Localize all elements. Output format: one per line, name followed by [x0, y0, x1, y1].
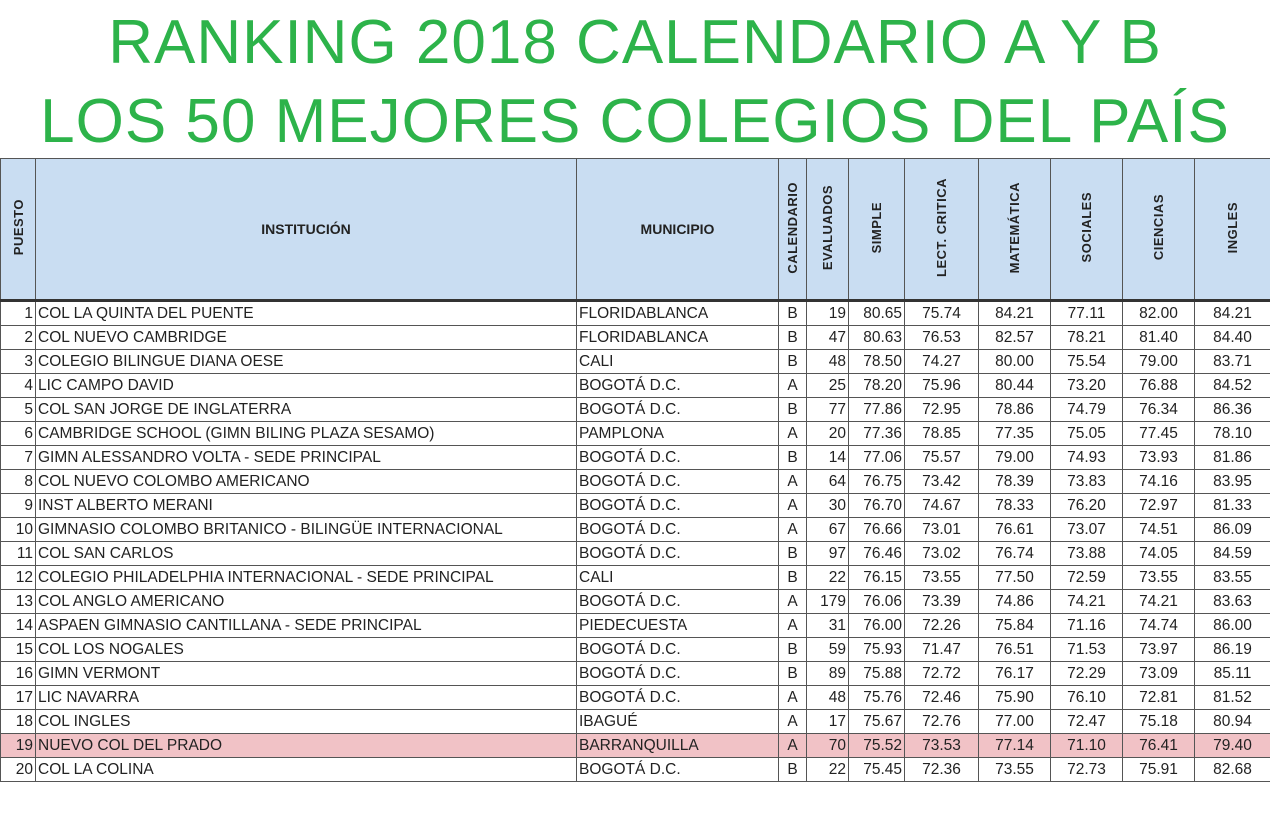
- cell-institucion: COL NUEVO COLOMBO AMERICANO: [36, 470, 577, 494]
- cell-ciencias: 75.18: [1123, 710, 1195, 734]
- cell-lect-critica: 71.47: [905, 638, 979, 662]
- cell-institucion: GIMN VERMONT: [36, 662, 577, 686]
- cell-puesto: 7: [1, 446, 36, 470]
- header-calendario: CALENDARIO: [779, 159, 807, 301]
- table-row: [1, 542, 1270, 566]
- cell-matematica: 76.74: [979, 542, 1051, 566]
- cell-evaluados: 14: [807, 446, 849, 470]
- cell-calendario: A: [779, 470, 807, 494]
- header-ingles: INGLES: [1195, 159, 1270, 301]
- table-row: [1, 326, 1270, 350]
- cell-municipio: IBAGUÉ: [577, 710, 779, 734]
- cell-puesto: 3: [1, 350, 36, 374]
- cell-calendario: B: [779, 398, 807, 422]
- cell-institucion: ASPAEN GIMNASIO CANTILLANA - SEDE PRINCIPAL: [36, 614, 577, 638]
- cell-municipio: BOGOTÁ D.C.: [577, 398, 779, 422]
- cell-puesto: 8: [1, 470, 36, 494]
- cell-evaluados: 20: [807, 422, 849, 446]
- cell-ciencias: 72.81: [1123, 686, 1195, 710]
- cell-ingles: 81.33: [1195, 494, 1270, 518]
- cell-institucion: COL SAN JORGE DE INGLATERRA: [36, 398, 577, 422]
- cell-evaluados: 48: [807, 686, 849, 710]
- cell-ciencias: 77.45: [1123, 422, 1195, 446]
- cell-municipio: PIEDECUESTA: [577, 614, 779, 638]
- cell-matematica: 77.35: [979, 422, 1051, 446]
- cell-ciencias: 74.51: [1123, 518, 1195, 542]
- cell-calendario: A: [779, 422, 807, 446]
- cell-evaluados: 30: [807, 494, 849, 518]
- table-row: [1, 590, 1270, 614]
- cell-ciencias: 81.40: [1123, 326, 1195, 350]
- table-row: [1, 518, 1270, 542]
- cell-lect-critica: 72.72: [905, 662, 979, 686]
- header-puesto: PUESTO: [1, 159, 36, 301]
- cell-simple: 76.00: [849, 614, 905, 638]
- cell-ingles: 85.11: [1195, 662, 1270, 686]
- cell-matematica: 73.55: [979, 758, 1051, 782]
- cell-matematica: 76.17: [979, 662, 1051, 686]
- cell-ingles: 84.52: [1195, 374, 1270, 398]
- cell-matematica: 77.50: [979, 566, 1051, 590]
- cell-calendario: A: [779, 494, 807, 518]
- cell-institucion: LIC NAVARRA: [36, 686, 577, 710]
- cell-ciencias: 73.09: [1123, 662, 1195, 686]
- cell-municipio: BOGOTÁ D.C.: [577, 494, 779, 518]
- table-row: [1, 758, 1270, 782]
- cell-evaluados: 48: [807, 350, 849, 374]
- cell-ingles: 82.68: [1195, 758, 1270, 782]
- cell-evaluados: 22: [807, 566, 849, 590]
- cell-institucion: NUEVO COL DEL PRADO: [36, 734, 577, 758]
- cell-lect-critica: 73.55: [905, 566, 979, 590]
- table-row: [1, 446, 1270, 470]
- cell-sociales: 75.05: [1051, 422, 1123, 446]
- cell-simple: 76.15: [849, 566, 905, 590]
- cell-matematica: 82.57: [979, 326, 1051, 350]
- cell-institucion: COLEGIO PHILADELPHIA INTERNACIONAL - SEDE PRINCIPAL: [36, 566, 577, 590]
- cell-ciencias: 79.00: [1123, 350, 1195, 374]
- cell-evaluados: 89: [807, 662, 849, 686]
- cell-matematica: 78.86: [979, 398, 1051, 422]
- cell-sociales: 73.88: [1051, 542, 1123, 566]
- cell-puesto: 12: [1, 566, 36, 590]
- cell-matematica: 77.14: [979, 734, 1051, 758]
- cell-sociales: 71.10: [1051, 734, 1123, 758]
- cell-ciencias: 74.16: [1123, 470, 1195, 494]
- header-simple: SIMPLE: [849, 159, 905, 301]
- cell-lect-critica: 73.53: [905, 734, 979, 758]
- cell-lect-critica: 72.46: [905, 686, 979, 710]
- cell-simple: 75.88: [849, 662, 905, 686]
- ranking-table: [0, 158, 1270, 782]
- cell-municipio: CALI: [577, 566, 779, 590]
- cell-sociales: 72.73: [1051, 758, 1123, 782]
- cell-ciencias: 73.97: [1123, 638, 1195, 662]
- cell-evaluados: 22: [807, 758, 849, 782]
- cell-evaluados: 31: [807, 614, 849, 638]
- cell-evaluados: 17: [807, 710, 849, 734]
- cell-matematica: 79.00: [979, 446, 1051, 470]
- cell-puesto: 14: [1, 614, 36, 638]
- cell-puesto: 1: [1, 301, 36, 326]
- cell-ingles: 84.40: [1195, 326, 1270, 350]
- cell-municipio: BOGOTÁ D.C.: [577, 662, 779, 686]
- cell-ciencias: 73.55: [1123, 566, 1195, 590]
- cell-municipio: BOGOTÁ D.C.: [577, 518, 779, 542]
- cell-matematica: 84.21: [979, 301, 1051, 326]
- cell-simple: 76.66: [849, 518, 905, 542]
- cell-municipio: FLORIDABLANCA: [577, 301, 779, 326]
- cell-puesto: 17: [1, 686, 36, 710]
- cell-institucion: GIMNASIO COLOMBO BRITANICO - BILINGÜE INTERNACIONAL: [36, 518, 577, 542]
- cell-calendario: A: [779, 518, 807, 542]
- cell-calendario: B: [779, 301, 807, 326]
- cell-calendario: B: [779, 638, 807, 662]
- table-header-row: [1, 159, 1270, 301]
- table-row: [1, 710, 1270, 734]
- cell-calendario: B: [779, 446, 807, 470]
- cell-sociales: 72.47: [1051, 710, 1123, 734]
- cell-ciencias: 73.93: [1123, 446, 1195, 470]
- cell-lect-critica: 73.39: [905, 590, 979, 614]
- cell-lect-critica: 74.67: [905, 494, 979, 518]
- cell-calendario: A: [779, 734, 807, 758]
- cell-lect-critica: 72.26: [905, 614, 979, 638]
- cell-institucion: COL INGLES: [36, 710, 577, 734]
- cell-simple: 76.06: [849, 590, 905, 614]
- cell-lect-critica: 76.53: [905, 326, 979, 350]
- cell-puesto: 5: [1, 398, 36, 422]
- cell-puesto: 2: [1, 326, 36, 350]
- table-row: [1, 566, 1270, 590]
- cell-simple: 75.67: [849, 710, 905, 734]
- cell-municipio: PAMPLONA: [577, 422, 779, 446]
- cell-simple: 78.20: [849, 374, 905, 398]
- cell-municipio: BOGOTÁ D.C.: [577, 686, 779, 710]
- cell-simple: 77.36: [849, 422, 905, 446]
- cell-ingles: 79.40: [1195, 734, 1270, 758]
- cell-ciencias: 74.74: [1123, 614, 1195, 638]
- cell-municipio: BOGOTÁ D.C.: [577, 470, 779, 494]
- cell-ingles: 86.00: [1195, 614, 1270, 638]
- cell-ingles: 83.63: [1195, 590, 1270, 614]
- cell-lect-critica: 78.85: [905, 422, 979, 446]
- cell-puesto: 9: [1, 494, 36, 518]
- table-row: [1, 638, 1270, 662]
- cell-lect-critica: 72.76: [905, 710, 979, 734]
- cell-puesto: 16: [1, 662, 36, 686]
- cell-simple: 75.45: [849, 758, 905, 782]
- cell-lect-critica: 75.96: [905, 374, 979, 398]
- cell-municipio: BOGOTÁ D.C.: [577, 446, 779, 470]
- cell-evaluados: 59: [807, 638, 849, 662]
- cell-municipio: BOGOTÁ D.C.: [577, 758, 779, 782]
- cell-sociales: 75.54: [1051, 350, 1123, 374]
- cell-ingles: 84.21: [1195, 301, 1270, 326]
- cell-puesto: 20: [1, 758, 36, 782]
- header-ciencias: CIENCIAS: [1123, 159, 1195, 301]
- cell-puesto: 4: [1, 374, 36, 398]
- cell-institucion: CAMBRIDGE SCHOOL (GIMN BILING PLAZA SESAMO): [36, 422, 577, 446]
- cell-calendario: B: [779, 662, 807, 686]
- table-row: [1, 662, 1270, 686]
- cell-institucion: LIC CAMPO DAVID: [36, 374, 577, 398]
- cell-ingles: 81.86: [1195, 446, 1270, 470]
- cell-municipio: BOGOTÁ D.C.: [577, 638, 779, 662]
- cell-matematica: 76.61: [979, 518, 1051, 542]
- cell-simple: 80.65: [849, 301, 905, 326]
- cell-calendario: B: [779, 350, 807, 374]
- cell-institucion: COLEGIO BILINGUE DIANA OESE: [36, 350, 577, 374]
- cell-sociales: 74.79: [1051, 398, 1123, 422]
- cell-institucion: COL LA QUINTA DEL PUENTE: [36, 301, 577, 326]
- cell-institucion: INST ALBERTO MERANI: [36, 494, 577, 518]
- cell-institucion: COL ANGLO AMERICANO: [36, 590, 577, 614]
- title-line-1: RANKING 2018 CALENDARIO A Y B: [108, 8, 1162, 77]
- cell-matematica: 80.00: [979, 350, 1051, 374]
- cell-sociales: 73.07: [1051, 518, 1123, 542]
- cell-evaluados: 179: [807, 590, 849, 614]
- cell-institucion: COL LA COLINA: [36, 758, 577, 782]
- table-row: [1, 398, 1270, 422]
- cell-calendario: B: [779, 326, 807, 350]
- table-row: [1, 494, 1270, 518]
- cell-sociales: 73.83: [1051, 470, 1123, 494]
- cell-puesto: 15: [1, 638, 36, 662]
- cell-sociales: 74.21: [1051, 590, 1123, 614]
- cell-ingles: 81.52: [1195, 686, 1270, 710]
- cell-simple: 77.86: [849, 398, 905, 422]
- cell-calendario: A: [779, 614, 807, 638]
- cell-ingles: 86.36: [1195, 398, 1270, 422]
- cell-evaluados: 25: [807, 374, 849, 398]
- cell-simple: 75.52: [849, 734, 905, 758]
- cell-puesto: 19: [1, 734, 36, 758]
- cell-matematica: 80.44: [979, 374, 1051, 398]
- cell-municipio: CALI: [577, 350, 779, 374]
- cell-sociales: 73.20: [1051, 374, 1123, 398]
- cell-sociales: 74.93: [1051, 446, 1123, 470]
- cell-calendario: B: [779, 566, 807, 590]
- cell-matematica: 78.33: [979, 494, 1051, 518]
- cell-sociales: 72.59: [1051, 566, 1123, 590]
- cell-ciencias: 72.97: [1123, 494, 1195, 518]
- cell-ingles: 86.19: [1195, 638, 1270, 662]
- cell-ingles: 83.71: [1195, 350, 1270, 374]
- cell-simple: 75.93: [849, 638, 905, 662]
- cell-lect-critica: 73.02: [905, 542, 979, 566]
- cell-lect-critica: 74.27: [905, 350, 979, 374]
- cell-calendario: B: [779, 542, 807, 566]
- cell-institucion: COL SAN CARLOS: [36, 542, 577, 566]
- cell-institucion: GIMN ALESSANDRO VOLTA - SEDE PRINCIPAL: [36, 446, 577, 470]
- cell-sociales: 78.21: [1051, 326, 1123, 350]
- table-row: [1, 734, 1270, 758]
- cell-ciencias: 82.00: [1123, 301, 1195, 326]
- cell-lect-critica: 72.95: [905, 398, 979, 422]
- cell-ciencias: 74.21: [1123, 590, 1195, 614]
- table-row: [1, 374, 1270, 398]
- cell-lect-critica: 75.57: [905, 446, 979, 470]
- cell-lect-critica: 72.36: [905, 758, 979, 782]
- cell-ciencias: 75.91: [1123, 758, 1195, 782]
- cell-matematica: 75.90: [979, 686, 1051, 710]
- cell-ingles: 83.95: [1195, 470, 1270, 494]
- cell-simple: 76.46: [849, 542, 905, 566]
- cell-simple: 76.70: [849, 494, 905, 518]
- cell-sociales: 77.11: [1051, 301, 1123, 326]
- cell-evaluados: 67: [807, 518, 849, 542]
- header-municipio: MUNICIPIO: [577, 159, 779, 301]
- table-row: [1, 614, 1270, 638]
- cell-simple: 80.63: [849, 326, 905, 350]
- title-line-2: LOS 50 MEJORES COLEGIOS DEL PAÍS: [40, 87, 1230, 156]
- cell-ingles: 80.94: [1195, 710, 1270, 734]
- cell-calendario: A: [779, 710, 807, 734]
- cell-calendario: A: [779, 686, 807, 710]
- cell-evaluados: 47: [807, 326, 849, 350]
- cell-lect-critica: 73.01: [905, 518, 979, 542]
- cell-ingles: 78.10: [1195, 422, 1270, 446]
- cell-municipio: BOGOTÁ D.C.: [577, 542, 779, 566]
- table-row: [1, 301, 1270, 326]
- cell-ciencias: 76.34: [1123, 398, 1195, 422]
- cell-ingles: 86.09: [1195, 518, 1270, 542]
- table-row: [1, 470, 1270, 494]
- cell-municipio: BARRANQUILLA: [577, 734, 779, 758]
- cell-evaluados: 77: [807, 398, 849, 422]
- cell-sociales: 76.20: [1051, 494, 1123, 518]
- cell-puesto: 11: [1, 542, 36, 566]
- table-row: [1, 686, 1270, 710]
- cell-puesto: 10: [1, 518, 36, 542]
- cell-puesto: 6: [1, 422, 36, 446]
- cell-puesto: 18: [1, 710, 36, 734]
- cell-evaluados: 97: [807, 542, 849, 566]
- cell-evaluados: 64: [807, 470, 849, 494]
- cell-sociales: 71.53: [1051, 638, 1123, 662]
- cell-municipio: BOGOTÁ D.C.: [577, 374, 779, 398]
- cell-institucion: COL LOS NOGALES: [36, 638, 577, 662]
- cell-simple: 78.50: [849, 350, 905, 374]
- header-sociales: SOCIALES: [1051, 159, 1123, 301]
- cell-lect-critica: 73.42: [905, 470, 979, 494]
- cell-sociales: 72.29: [1051, 662, 1123, 686]
- cell-ingles: 83.55: [1195, 566, 1270, 590]
- header-lect-critica: LECT. CRITICA: [905, 159, 979, 301]
- cell-ciencias: 74.05: [1123, 542, 1195, 566]
- cell-municipio: FLORIDABLANCA: [577, 326, 779, 350]
- cell-lect-critica: 75.74: [905, 301, 979, 326]
- cell-simple: 76.75: [849, 470, 905, 494]
- cell-matematica: 75.84: [979, 614, 1051, 638]
- cell-institucion: COL NUEVO CAMBRIDGE: [36, 326, 577, 350]
- header-evaluados: EVALUADOS: [807, 159, 849, 301]
- header-matematica: MATEMÁTICA: [979, 159, 1051, 301]
- table-row: [1, 350, 1270, 374]
- cell-puesto: 13: [1, 590, 36, 614]
- cell-municipio: BOGOTÁ D.C.: [577, 590, 779, 614]
- cell-matematica: 77.00: [979, 710, 1051, 734]
- cell-calendario: B: [779, 758, 807, 782]
- cell-evaluados: 70: [807, 734, 849, 758]
- cell-matematica: 74.86: [979, 590, 1051, 614]
- table-row: [1, 422, 1270, 446]
- cell-ciencias: 76.41: [1123, 734, 1195, 758]
- cell-calendario: A: [779, 374, 807, 398]
- cell-ingles: 84.59: [1195, 542, 1270, 566]
- cell-matematica: 78.39: [979, 470, 1051, 494]
- header-institucion: INSTITUCIÓN: [36, 159, 577, 301]
- cell-simple: 75.76: [849, 686, 905, 710]
- cell-sociales: 76.10: [1051, 686, 1123, 710]
- cell-simple: 77.06: [849, 446, 905, 470]
- cell-calendario: A: [779, 590, 807, 614]
- cell-ciencias: 76.88: [1123, 374, 1195, 398]
- cell-sociales: 71.16: [1051, 614, 1123, 638]
- cell-evaluados: 19: [807, 301, 849, 326]
- cell-matematica: 76.51: [979, 638, 1051, 662]
